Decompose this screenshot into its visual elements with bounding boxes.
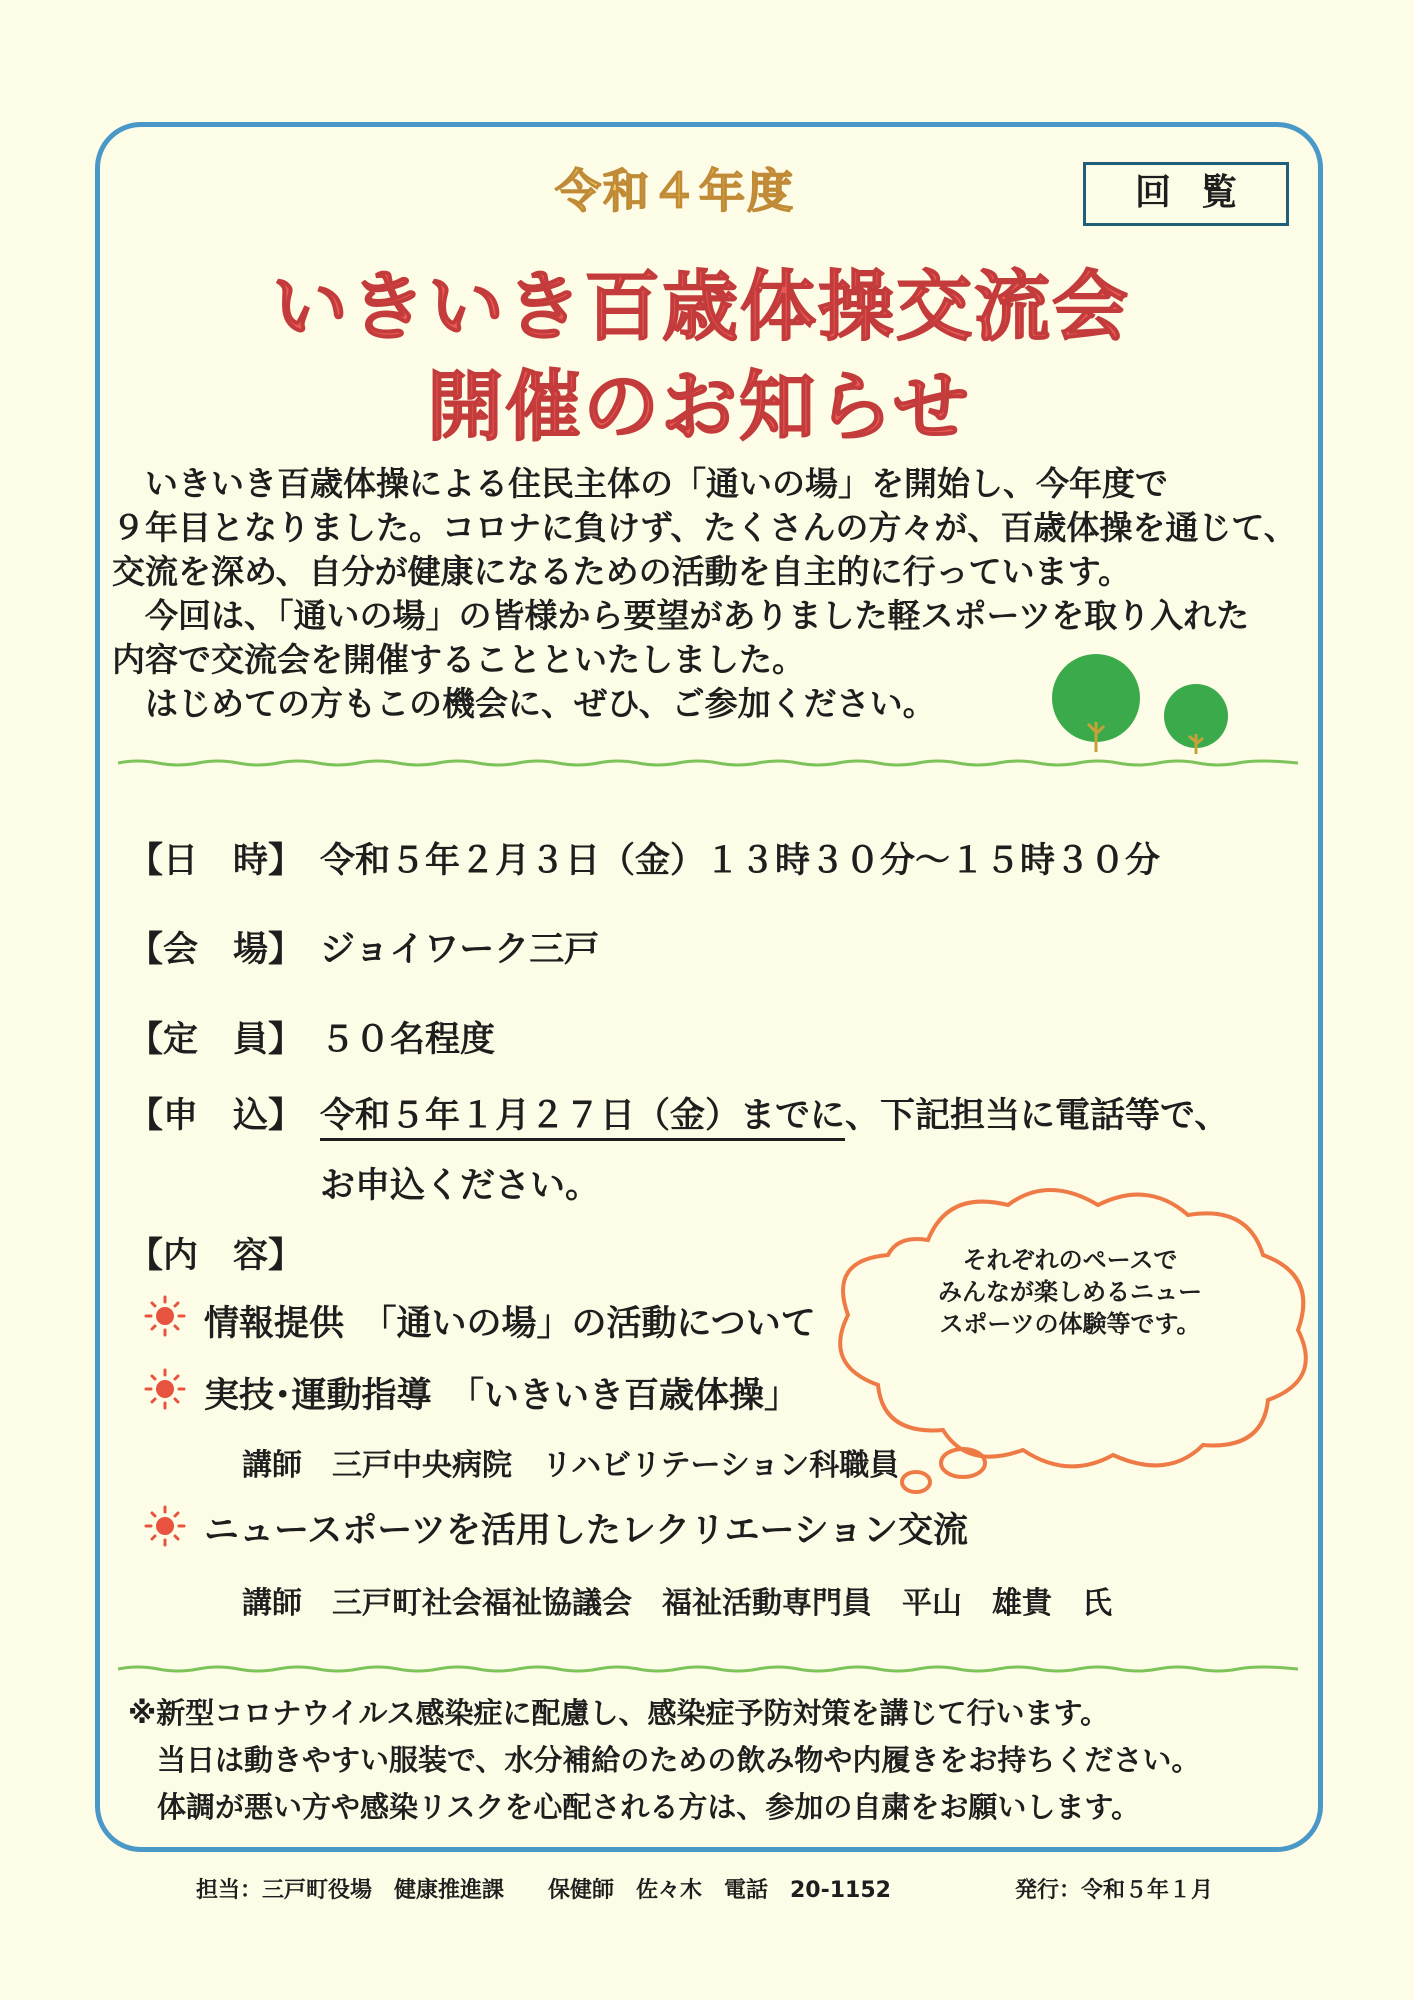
- apply-label: 【申 込】: [128, 1096, 304, 1136]
- footer-issued: 発行：令和５年１月: [1015, 1878, 1214, 1903]
- datetime-label: 【日 時】: [128, 841, 304, 881]
- footer-contact: 担当：三戸町役場 健康推進課 保健師 佐々木 電話 20-1152: [196, 1878, 891, 1903]
- title-line-2: 開催のお知らせ: [427, 362, 971, 451]
- title-line-1: いきいき百歳体操交流会: [272, 262, 1130, 351]
- intro-line-6: はじめての方もこの機会に、ぜひ、ご参加ください。: [112, 684, 936, 723]
- content-item-3: ニュースポーツを活用したレクリエーション交流: [204, 1511, 969, 1551]
- content-item-3-instructor: 講師 三戸町社会福祉協議会 福祉活動専門員 平山 雄貴 氏: [242, 1586, 1112, 1621]
- note-line-1: ※新型コロナウイルス感染症に配慮し、感染症予防対策を講じて行います。: [128, 1696, 1110, 1730]
- cloud-line-2: みんなが楽しめるニュー: [938, 1278, 1202, 1306]
- intro-line-1: いきいき百歳体操による住民主体の「通いの場」を開始し、今年度で: [112, 464, 1168, 503]
- sun-bullet-icon: [144, 1295, 186, 1337]
- note-line-2: 当日は動きやすい服装で、水分補給のための飲み物や内履きをお持ちください。: [128, 1743, 1201, 1777]
- fiscal-year-heading: 令和４年度: [555, 164, 795, 218]
- circulation-stamp: 回覧: [1083, 162, 1289, 226]
- grass-divider-bottom: [118, 1663, 1298, 1673]
- speech-cloud-icon: [808, 1180, 1328, 1510]
- intro-line-4: 今回は、「通いの場」の皆様から要望がありました軽スポーツを取り入れた: [112, 596, 1250, 635]
- content-item-1: 情報提供 「通いの場」の活動について: [204, 1304, 816, 1344]
- apply-value: [320, 1088, 1229, 1138]
- grass-divider-top: [118, 757, 1298, 767]
- content-item-2-instructor: 講師 三戸中央病院 リハビリテーション科職員: [242, 1448, 900, 1483]
- intro-line-2: ９年目となりました。コロナに負けず、たくさんの方々が、百歳体操を通じて、: [112, 508, 1297, 547]
- precautions-notes: [128, 1690, 1200, 1831]
- content-item-2: 実技･運動指導 「いきいき百歳体操」: [204, 1376, 800, 1416]
- apply-deadline: 令和５年１月２７日（金）までに: [320, 1096, 845, 1141]
- cloud-line-3: スポーツの体験等です。: [939, 1310, 1201, 1338]
- trees-illustration: [1050, 652, 1240, 762]
- intro-line-5: 内容で交流会を開催することといたしました。: [112, 640, 805, 679]
- apply-instructions: 、下記担当に電話等で、: [845, 1096, 1230, 1136]
- cloud-line-1: それぞれのペースで: [962, 1246, 1178, 1274]
- note-line-3: 体調が悪い方や感染リスクを心配される方は、参加の自粛をお願いします。: [128, 1790, 1141, 1824]
- venue-label: 【会 場】: [128, 930, 304, 970]
- content-label: 【内 容】: [128, 1236, 304, 1276]
- datetime-value: 令和５年２月３日（金）１３時３０分～１５時３０分: [320, 841, 1161, 881]
- capacity-label: 【定 員】: [128, 1020, 304, 1060]
- venue-value: ジョイワーク三戸: [320, 930, 600, 970]
- apply-line-2: お申込ください。: [320, 1166, 601, 1206]
- capacity-value: ５０名程度: [320, 1020, 496, 1060]
- sun-bullet-icon: [144, 1368, 186, 1410]
- intro-line-3: 交流を深め、自分が健康になるための活動を自主的に行っています。: [112, 552, 1132, 591]
- cloud-text: [890, 1244, 1250, 1340]
- sun-bullet-icon: [144, 1505, 186, 1547]
